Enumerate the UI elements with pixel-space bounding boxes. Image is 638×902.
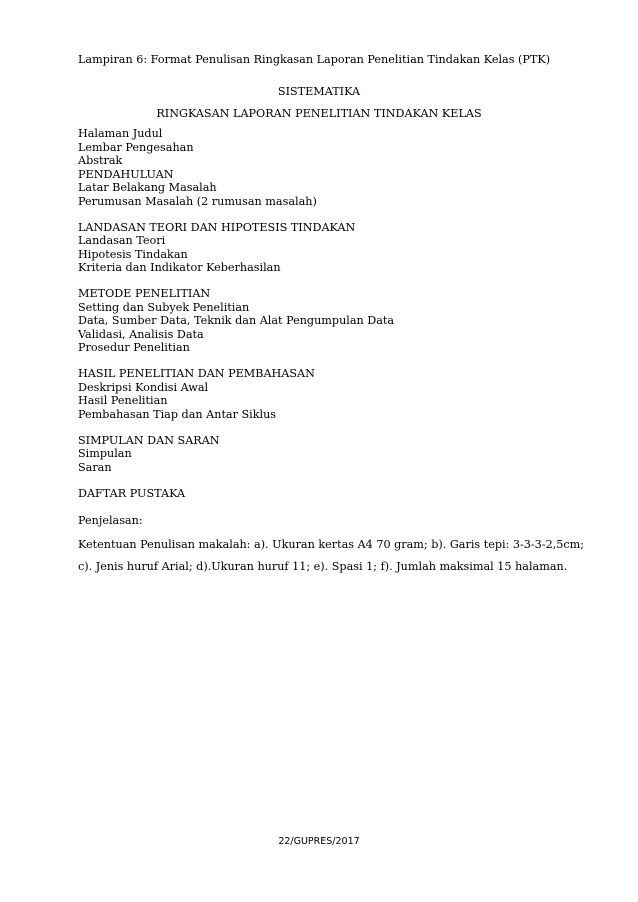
explanation-label: Penjelasan: [78,514,143,527]
outline-item: Latar Belakang Masalah [78,181,217,194]
outline-item: Saran [78,460,112,474]
outline-section [78,434,598,475]
outline-item: Perumusan Masalah (2 rumusan masalah) [78,194,317,208]
outline-item: SIMPULAN DAN SARAN [78,433,220,447]
outline-item: LANDASAN TEORI DAN HIPOTESIS TINDAKAN [78,220,356,234]
outline-item: METODE PENELITIAN [78,287,211,300]
outline-item: Prosedur Penelitian [78,341,190,354]
outline-item: Kriteria dan Indikator Keberhasilan [78,261,281,274]
explanation-text: Ketentuan Penulisan makalah: a). Ukuran kertas A4 70 gram; b). Garis tepi: 3-3-3-2,5cm; c). Jenis huruf Arial; d).Ukuran huruf 11; e). Spasi 1; f). Jumlah maksimal 15 halaman. [78,538,585,573]
outline-item: Deskripsi Kondisi Awal [78,380,209,394]
outline-section [78,221,598,275]
title-line-2: RINGKASAN LAPORAN PENELITIAN TINDAKAN KELAS [156,107,482,120]
outline-item: Hipotesis Tindakan [78,247,188,261]
outline-item: Pembahasan Tiap dan Antar Siklus [78,407,277,421]
outline-item: Setting dan Subyek Penelitian [78,300,250,314]
explanation [78,514,598,578]
outline-item: Hasil Penelitian [78,394,168,407]
outline-item: Simpulan [78,447,132,460]
page-footer: 22/GUPRES/2017 [278,836,360,847]
outline-section [78,487,598,501]
outline-item: PENDAHULUAN [78,167,174,181]
outline-section [78,287,598,355]
outline-item: DAFTAR PUSTAKA [78,486,186,500]
appendix-heading: Lampiran 6: Format Penulisan Ringkasan Laporan Penelitian Tindakan Kelas (PTK) [78,53,551,66]
outline-item: Landasan Teori [78,234,166,247]
outline-item: Abstrak [78,154,123,167]
outline-item: Validasi, Analisis Data [78,327,204,341]
outline-item: Data, Sumber Data, Teknik dan Alat Pengumpulan Data [78,314,395,327]
title-line-1: SISTEMATIKA [277,85,361,98]
outline-item: Halaman Judul [78,127,163,140]
outline-section [78,127,598,208]
outline [78,127,598,513]
outline-item: Lembar Pengesahan [78,140,194,154]
outline-section [78,367,598,421]
outline-item: HASIL PENELITIAN DAN PEMBAHASAN [78,367,315,380]
